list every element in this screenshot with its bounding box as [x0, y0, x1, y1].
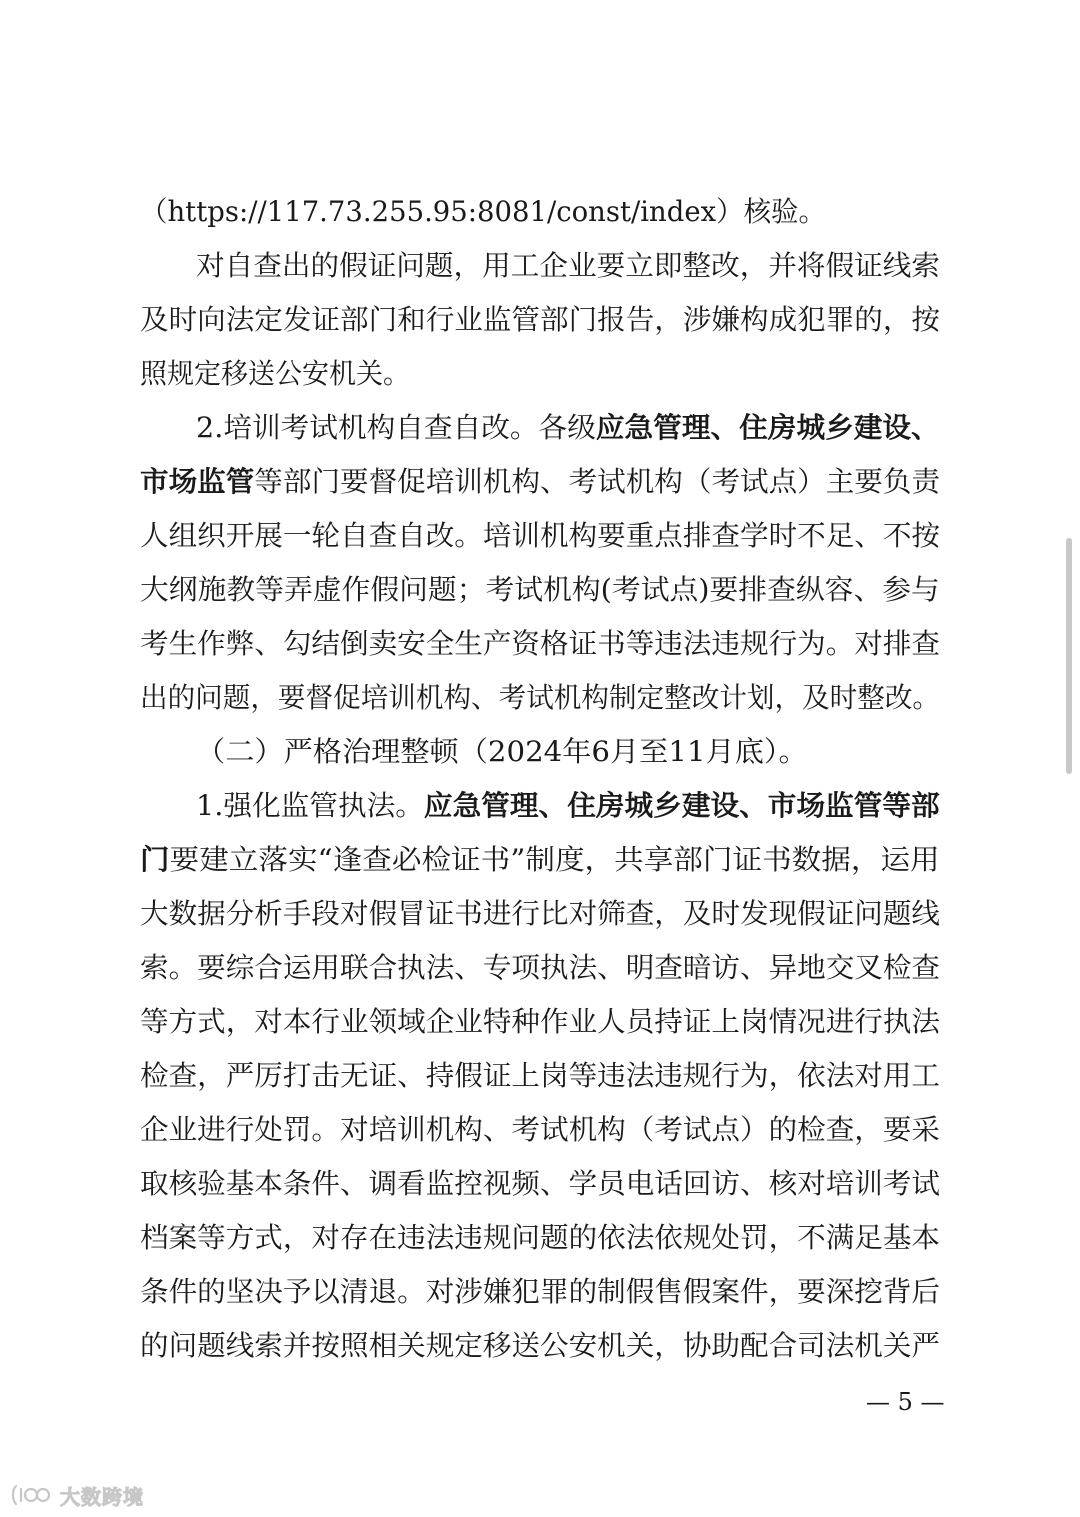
text-line [140, 1058, 940, 1094]
text-segment: 索。要综合运用联合执法、专项执法、明查暗访、异地交叉检查 [140, 951, 941, 984]
watermark-text: 大数跨境 [60, 1484, 144, 1509]
text-line [140, 1274, 940, 1310]
text-segment: 对自查出的假证问题，用工企业要立即整改，并将假证线索 [196, 249, 941, 282]
watermark [10, 1480, 144, 1510]
bold-text-segment: 应急管理、住房城乡建设、 [595, 411, 940, 444]
page-number: — 5 — [866, 1388, 945, 1416]
text-line [140, 1166, 940, 1202]
text-line [140, 194, 826, 230]
text-line [140, 626, 940, 662]
text-line [140, 1004, 940, 1040]
text-line [140, 1328, 940, 1364]
bold-text-segment: 门 [140, 843, 170, 876]
scrollbar-thumb[interactable] [1066, 538, 1072, 774]
text-segment: 条件的坚决予以清退。对涉嫌犯罪的制假售假案件，要深挖背后 [140, 1275, 941, 1308]
text-line [140, 518, 940, 554]
text-segment: 等方式，对本行业领域企业特种作业人员持证上岗情况进行执法 [140, 1005, 941, 1038]
brand-logo-icon [10, 1482, 54, 1508]
text-segment: 及时向法定发证部门和行业监管部门报告，涉嫌构成犯罪的，按 [140, 303, 941, 336]
text-line [140, 1112, 940, 1148]
text-segment: 出的问题，要督促培训机构、考试机构制定整改计划，及时整改。 [140, 681, 941, 714]
text-segment: 档案等方式，对存在违法违规问题的依法依规处罚，不满足基本 [140, 1221, 941, 1254]
text-segment: 2.培训考试机构自查自改。各级 [196, 411, 596, 444]
text-line [140, 680, 940, 716]
text-segment: 1.强化监管执法。 [196, 789, 424, 822]
text-line [140, 356, 410, 392]
text-segment: 取核验基本条件、调看监控视频、学员电话回访、核对培训考试 [140, 1167, 941, 1200]
text-line [196, 410, 940, 446]
text-segment: 大数据分析手段对假冒证书进行比对筛查，及时发现假证问题线 [140, 897, 941, 930]
text-segment: 等部门要督促培训机构、考试机构（考试点）主要负责 [254, 465, 941, 498]
text-line [196, 788, 940, 824]
text-line [140, 464, 940, 500]
text-segment: 照规定移送公安机关。 [140, 357, 411, 390]
bold-text-segment: 应急管理、住房城乡建设、市场监管等部 [423, 789, 940, 822]
text-segment: （二）严格治理整顿（2024年6月至11月底）。 [196, 735, 808, 768]
text-segment: 的问题线索并按照相关规定移送公安机关，协助配合司法机关严 [140, 1329, 941, 1362]
text-segment: 人组织开展一轮自查自改。培训机构要重点排查学时不足、不按 [140, 519, 941, 552]
text-line [140, 842, 940, 878]
text-segment: 要建立落实“逢查必检证书”制度，共享部门证书数据，运用 [169, 843, 940, 876]
text-line [140, 302, 940, 338]
text-segment: 大纲施教等弄虚作假问题；考试机构(考试点)要排查纵容、参与 [140, 573, 940, 606]
bold-text-segment: 市场监管 [140, 465, 255, 498]
text-line [196, 734, 808, 770]
text-line [140, 572, 940, 608]
text-line [140, 896, 940, 932]
text-segment: 企业进行处罚。对培训机构、考试机构（考试点）的检查，要采 [140, 1113, 941, 1146]
text-line [140, 950, 940, 986]
text-segment: 考生作弊、勾结倒卖安全生产资格证书等违法违规行为。对排查 [140, 627, 941, 660]
text-line [140, 1220, 940, 1256]
text-segment: （https://117.73.255.95:8081/const/index）核验。 [140, 195, 827, 228]
text-segment: 检查，严厉打击无证、持假证上岗等违法违规行为，依法对用工 [140, 1059, 941, 1092]
text-line [196, 248, 940, 284]
